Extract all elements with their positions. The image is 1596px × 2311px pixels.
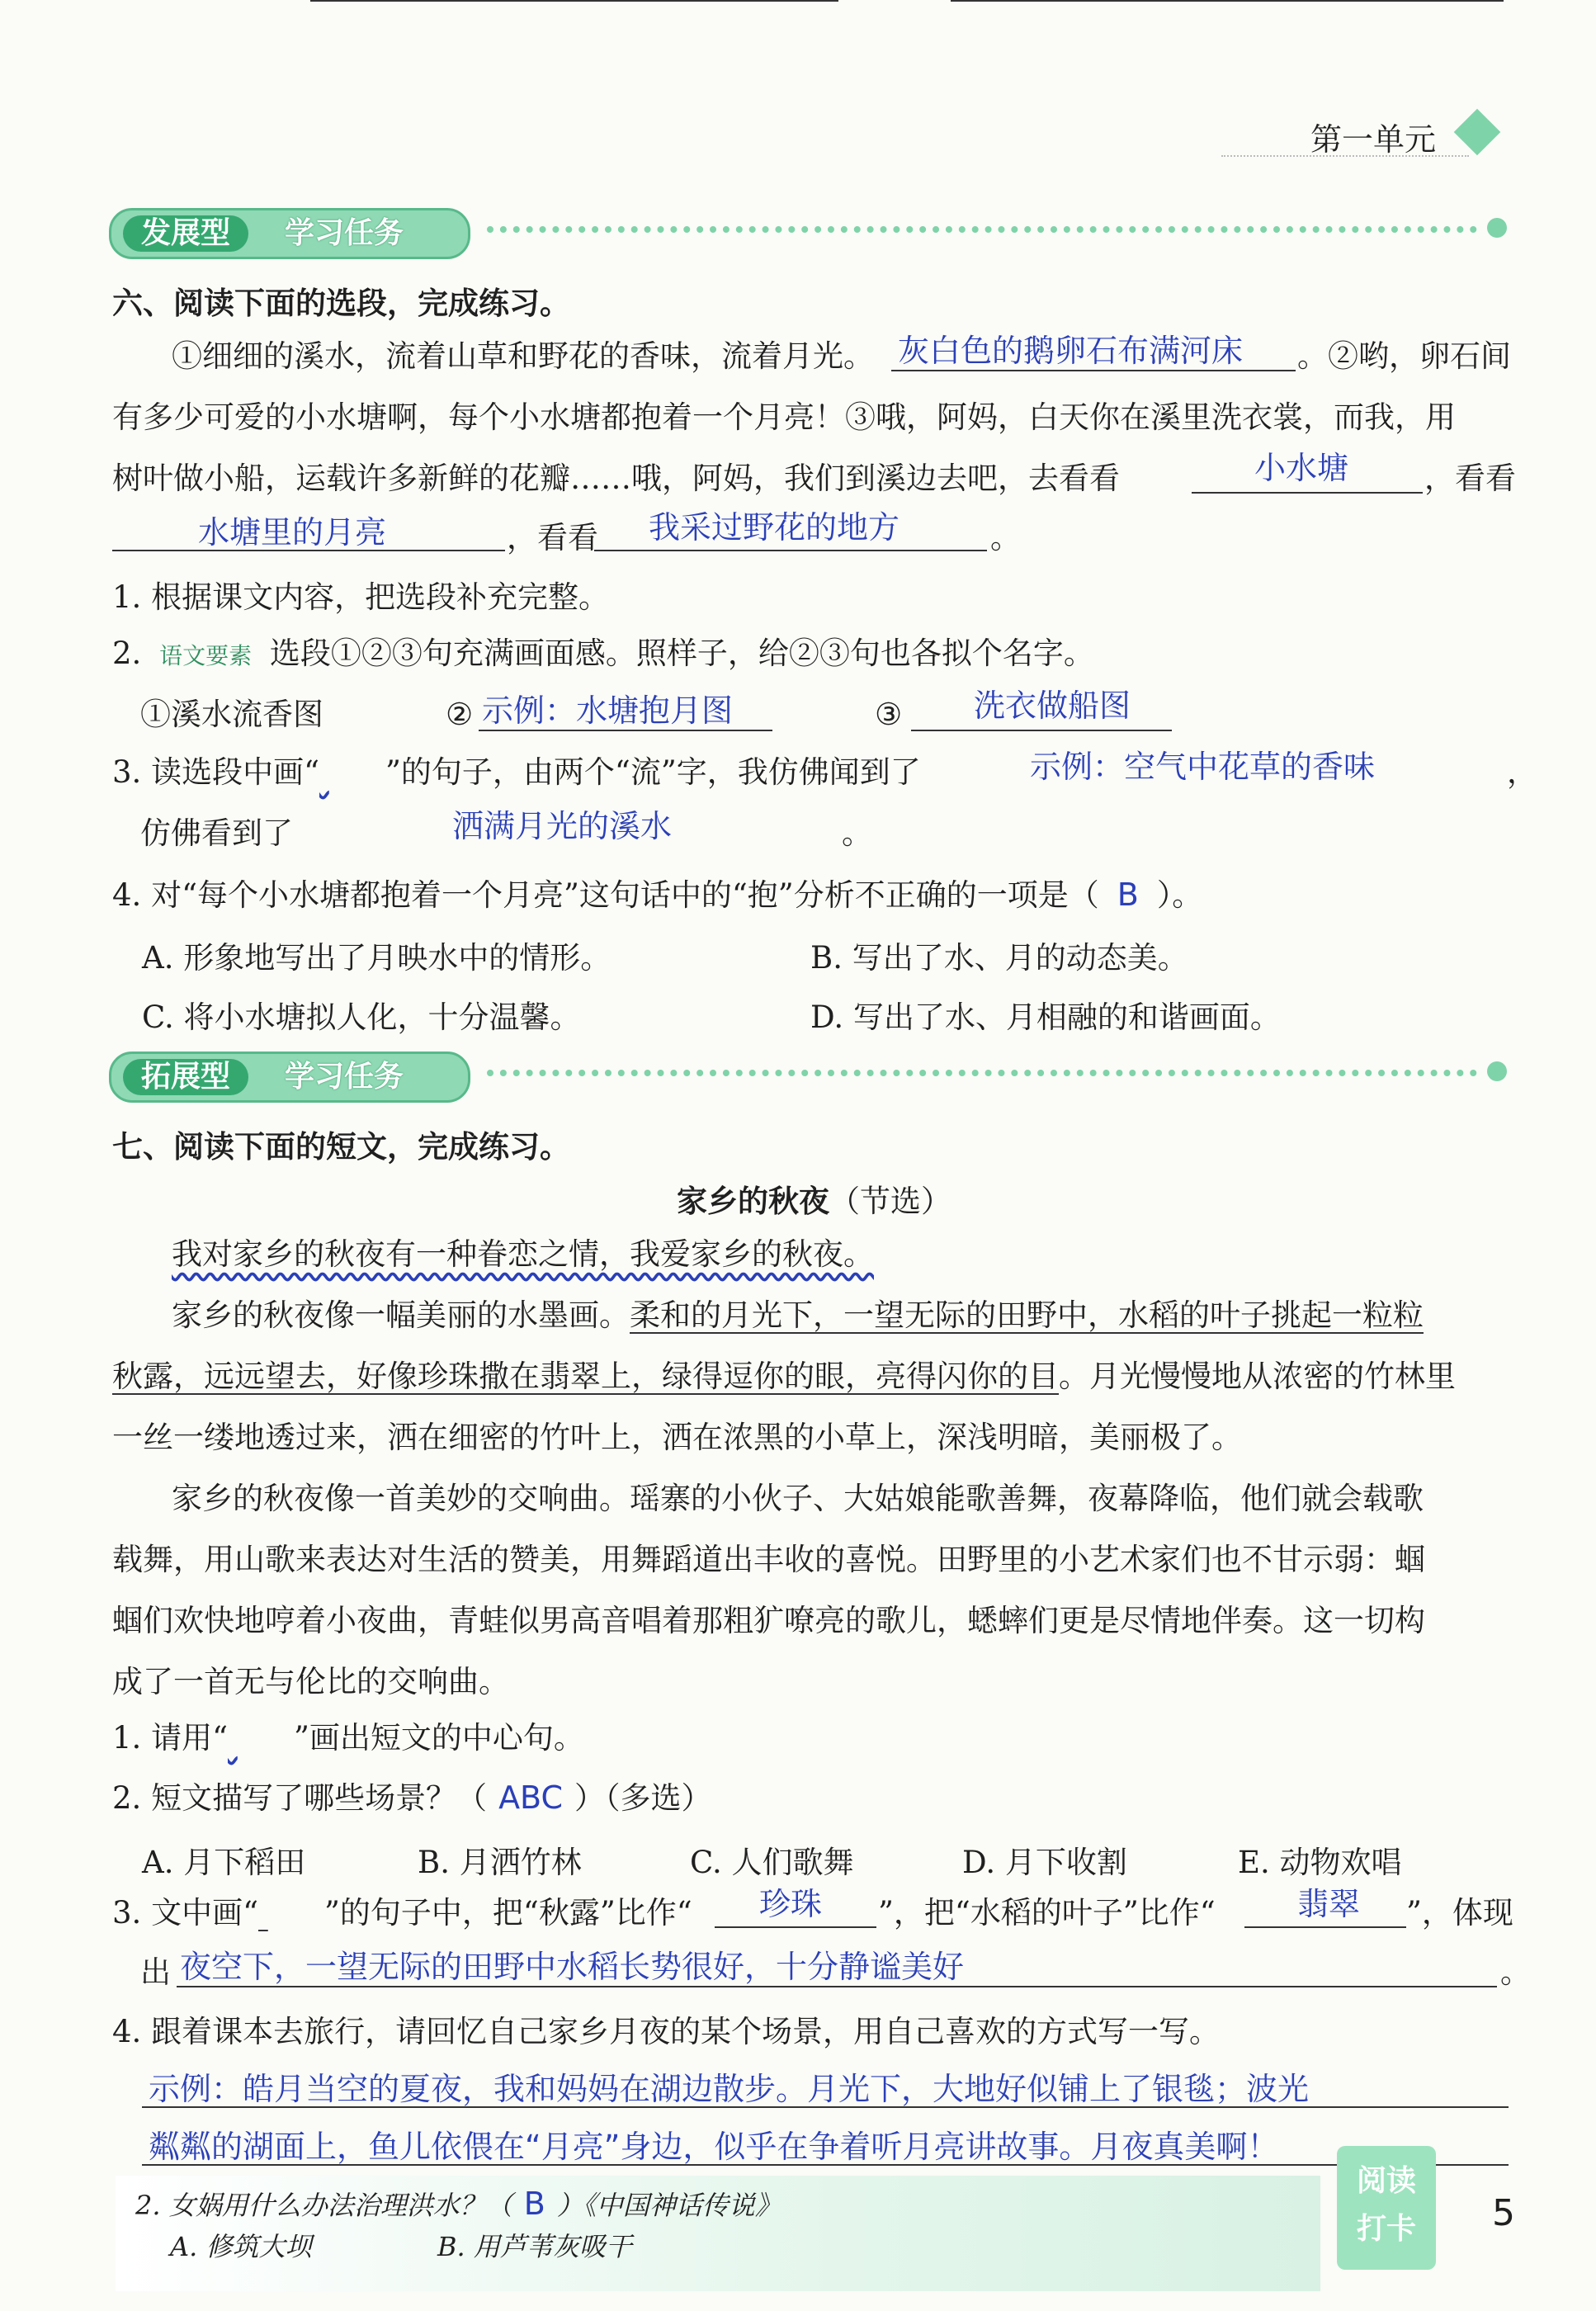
q6-2: 2. 语文要素 选段①②③句充满画面感。照样子，给②③句也各拟个名字。	[112, 636, 1094, 671]
q7-2-optA: A. 月下稻田	[142, 1845, 306, 1880]
essay-p5: 家乡的秋夜像一首美妙的交响曲。瑶寨的小伙子、大姑娘能歌善舞，夜幕降临，他们就会载歌	[172, 1481, 1424, 1516]
footer-optB: B. 用芦苇灰吸干	[437, 2231, 632, 2262]
dot-end-icon	[1487, 1061, 1507, 1081]
passage-line-1b: 。②哟，卵石间	[1297, 338, 1511, 374]
badge-line2: 打卡	[1356, 2212, 1416, 2246]
q6-4-optD: D. 写出了水、月相融的和谐画面。	[810, 1000, 1281, 1035]
q6-4: 4. 对“每个小水塘都抱着一个月亮”这句话中的“抱”分析不正确的一项是（ B ）。	[112, 877, 1203, 913]
passage-line-3b: ，看看	[1424, 461, 1516, 496]
blank-q6-3-2	[310, 0, 838, 2]
q7-4: 4. 跟着课本去旅行，请回忆自己家乡月夜的某个场景，用自己喜欢的方式写一写。	[112, 2014, 1221, 2049]
banner-dots	[487, 1070, 1477, 1083]
q6-4-optC: C. 将小水塘拟人化，十分温馨。	[142, 1000, 581, 1035]
answer-q7-3-1: 珍珠	[759, 1886, 823, 1922]
answer-q7-4-2: 粼粼的湖面上，鱼儿依偎在“月亮”身边，似乎在争着听月亮讲故事。月夜真美啊！	[149, 2129, 1279, 2165]
q7-2-optD: D. 月下收割	[962, 1845, 1127, 1880]
passage-line-1: ①细细的溪水，流着山草和野花的香味，流着月光。	[172, 338, 874, 374]
banner-label: 学习任务	[285, 216, 404, 250]
essay-p2: 家乡的秋夜像一幅美丽的水墨画。柔和的月光下，一望无际的田野中，水稻的叶子挑起一粒粒	[172, 1297, 1424, 1333]
page-number: 5	[1492, 2192, 1515, 2234]
q6-2-example: ①溪水流香图	[140, 697, 323, 732]
footer-question: 2. 女娲用什么办法治理洪水？（ B ）《中国神话传说》	[135, 2186, 781, 2222]
essay-p8: 成了一首无与伦比的交响曲。	[112, 1664, 509, 1699]
passage-line-3: 树叶做小船，运载许多新鲜的花瓣……哦，阿妈，我们到溪边去吧，去看看	[112, 461, 1120, 496]
q7-1: 1. 请用“ ”画出短文的中心句。	[112, 1720, 584, 1756]
answer-p4-1: 水塘里的月亮	[198, 514, 387, 551]
reading-checkin-badge[interactable]	[1337, 2146, 1436, 2270]
section6-title: 六、阅读下面的选段，完成练习。	[112, 286, 570, 321]
answer-q7-3-2: 翡翠	[1297, 1886, 1361, 1922]
answer-q6-4: B	[1117, 877, 1139, 913]
q7-3-period: 。	[1500, 1954, 1531, 1990]
passage-line-2: 有多少可爱的小水塘啊，每个小水塘都抱着一个月亮！③哦，阿妈，白天你在溪里洗衣裳，而我，用	[112, 399, 1456, 435]
banner-development	[109, 208, 470, 259]
banner-tag: 拓展型	[123, 1059, 248, 1095]
q6-2-circle2: ②	[446, 697, 474, 732]
passage-line-4b: 。	[990, 520, 1021, 555]
q6-3-comma: ，	[1507, 754, 1537, 790]
dot-end-icon	[1487, 218, 1507, 238]
essay-p7: 蝈们欢快地哼着小夜曲，青蛙似男高音唱着那粗犷嘹亮的歌儿，蟋蟀们更是尽情地伴奏。这一切构	[112, 1603, 1425, 1638]
badge-line1: 阅读	[1356, 2164, 1416, 2198]
q7-2-optC: C. 人们歌舞	[690, 1845, 854, 1880]
q7-3-end: ”，体现	[1406, 1895, 1513, 1931]
unit-label: 第一单元	[1310, 121, 1437, 158]
blank-q7-3-2	[1244, 1926, 1406, 1928]
q6-3-line2: 仿佛看到了	[140, 815, 293, 851]
passage-line-4a: ，看看	[507, 520, 598, 555]
q7-2: 2. 短文描写了哪些场景？（ ABC ）（多选）	[112, 1779, 712, 1816]
answer-footer: B	[523, 2186, 545, 2222]
q6-1: 1. 根据课文内容，把选段补充完整。	[112, 579, 610, 615]
blank-p3	[1192, 492, 1423, 494]
essay-p4: 一丝一缕地透过来，洒在细密的竹叶上，洒在浓黑的小草上，深浅明暗，美丽极了。	[112, 1420, 1242, 1455]
q6-4-optB: B. 写出了水、月的动态美。	[810, 940, 1188, 976]
blank-p1	[891, 370, 1296, 371]
answer-q6-3-2: 洒满月光的溪水	[452, 808, 673, 844]
blank-q7-3-3	[177, 1986, 1497, 1987]
essay-p1: 我对家乡的秋夜有一种眷恋之情，我爱家乡的秋夜。	[172, 1236, 874, 1272]
banner-label: 学习任务	[285, 1060, 404, 1094]
answer-q6-2-3: 洗衣做船图	[974, 688, 1131, 724]
footer-optA: A. 修筑大坝	[170, 2231, 312, 2262]
answer-q6-2-2: 示例：水塘抱月图	[482, 692, 734, 729]
banner-tag: 发展型	[123, 215, 248, 252]
element-tag: 语文要素	[159, 642, 253, 669]
q6-3: 3. 读选段中画“ ”的句子，由两个“流”字，我仿佛闻到了	[112, 754, 921, 790]
essay-p6: 载舞，用山歌来表达对生活的赞美，用舞蹈道出丰收的喜悦。田野里的小艺术家们也不甘示弱：蝈	[112, 1542, 1425, 1577]
blank-p4-2	[594, 550, 987, 551]
answer-q7-2: ABC	[498, 1779, 563, 1816]
blank-q6-2-2	[479, 730, 772, 731]
answer-p4-2: 我采过野花的地方	[649, 509, 900, 546]
blank-p4-1	[112, 550, 505, 551]
q7-3: 3. 文中画“ ”的句子中，把“秋露”比作“	[112, 1895, 692, 1931]
answer-q7-4-1: 示例：皓月当空的夏夜，我和妈妈在湖边散步。月光下，大地好似铺上了银毯；波光	[149, 2071, 1310, 2107]
q7-3-line2: 出	[140, 1954, 171, 1990]
q7-2-optE: E. 动物欢唱	[1238, 1845, 1402, 1880]
blank-q7-4-2	[142, 2164, 1509, 2166]
blank-q7-3-1	[715, 1926, 876, 1928]
q6-3-end: 。	[842, 815, 872, 851]
essay-p3: 秋露，远远望去，好像珍珠撒在翡翠上，绿得逗你的眼，亮得闪你的目。月光慢慢地从浓密的竹林里	[112, 1359, 1456, 1394]
q7-3-mid: ”，把“水稻的叶子”比作“	[878, 1895, 1216, 1931]
answer-q6-3-1: 示例：空气中花草的香味	[1030, 749, 1376, 785]
q7-2-optB: B. 月洒竹林	[418, 1845, 582, 1880]
blank-q6-2-3	[911, 730, 1172, 731]
answer-p3: 小水塘	[1254, 450, 1349, 486]
banner-extension	[109, 1052, 470, 1103]
blank-q6-3-1	[951, 0, 1504, 2]
banner-dots	[487, 226, 1477, 239]
blank-q7-4-1	[142, 2106, 1509, 2108]
essay-title: 家乡的秋夜（节选）	[677, 1184, 951, 1219]
answer-q7-3-3: 夜空下，一望无际的田野中水稻长势很好，十分静谧美好	[180, 1949, 965, 1985]
q6-4-optA: A. 形象地写出了月映水中的情形。	[142, 940, 611, 976]
answer-p1: 灰白色的鹅卵石布满河床	[898, 333, 1244, 369]
q6-2-circle3: ③	[875, 697, 903, 732]
diamond-icon	[1454, 109, 1501, 156]
header-rule	[1221, 155, 1469, 157]
section7-title: 七、阅读下面的短文，完成练习。	[112, 1129, 570, 1165]
